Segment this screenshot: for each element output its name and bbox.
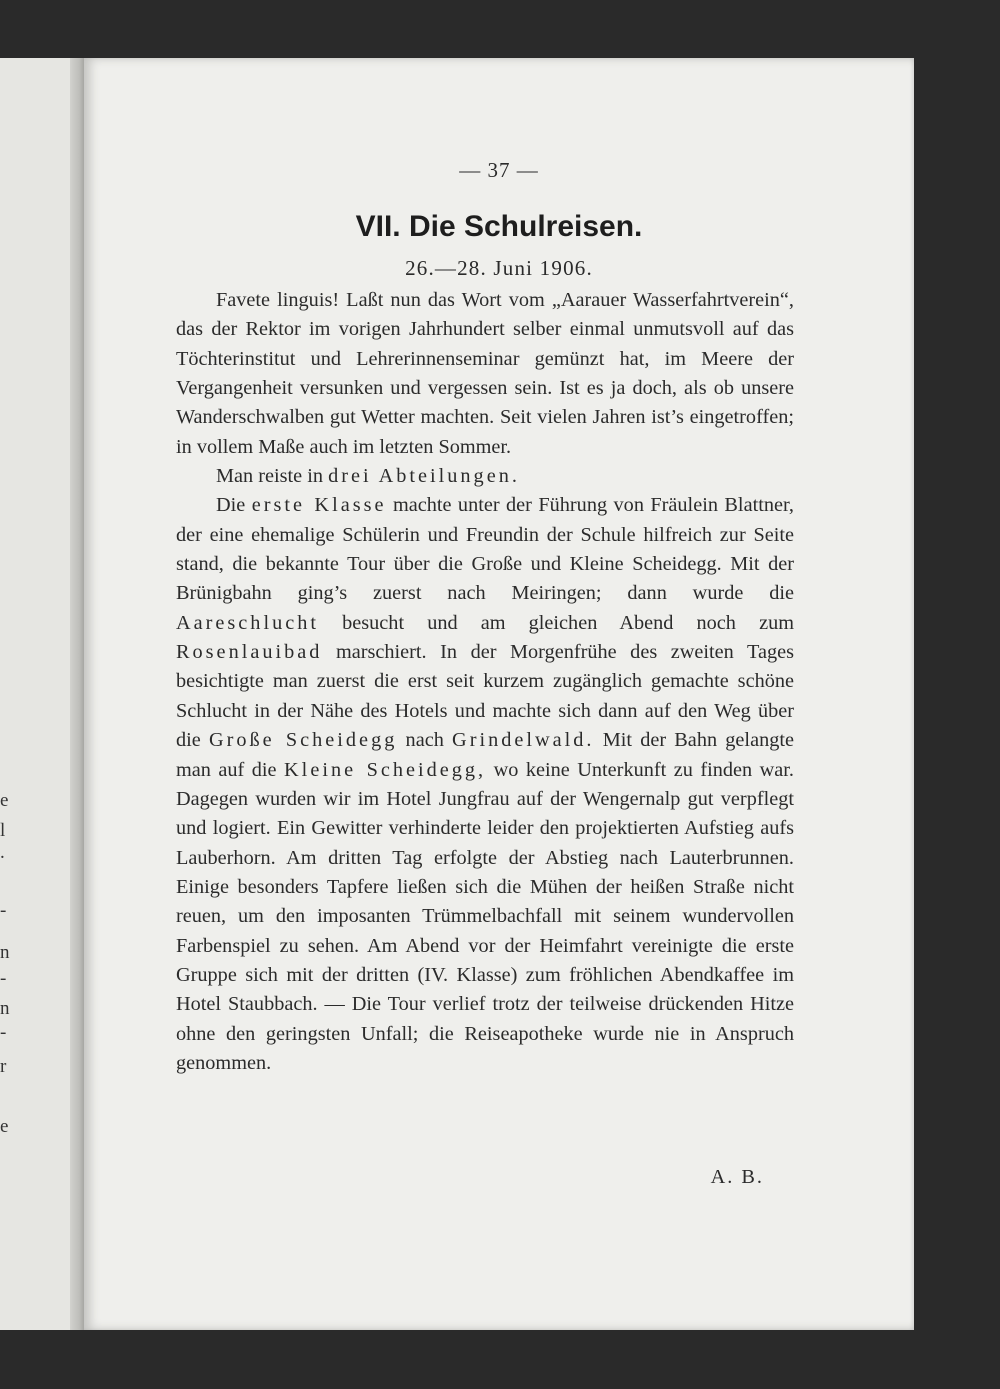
- left-page-char: .: [0, 842, 5, 863]
- paragraph-2-text: Man reiste in: [216, 465, 329, 488]
- left-facing-page: [0, 58, 78, 1330]
- paragraph-3-text: Mit der Bahn gelangte man auf die: [176, 729, 794, 781]
- paragraph-3-text: Die: [216, 494, 252, 517]
- paragraph-3-text: marschiert. In der Morgenfrühe des zweiten Tages besichtigte man zuerst die erst seit kurzem zugänglich gemachte schöne Schlucht in der Nähe des Hotels und machte sich dann auf den Weg über die: [176, 641, 794, 752]
- left-page-char: r: [0, 1056, 7, 1077]
- left-page-char: n: [0, 942, 10, 963]
- book-page: [84, 58, 914, 1330]
- paragraph-3-text: wo keine Unterkunft zu finden war. Dagegen wurden wir im Hotel Jungfrau auf der Wengernalp gut verpflegt und logiert. Ein Gewitter verhinderte leider den projektierten Aufstieg aufs Lauberhorn. Am dritten Tag erfolgte der Abstieg nach Lauterbrunnen. Einige besonders Tapfere ließen sich die Mühen der heißen Straße nicht reuen, um den imposanten Trümmelbachfall mit seinem wundervollen Farbenspiel zu sehen. Am Abend vor der Heimfahrt vereinigte die erste Gruppe sich mit der dritten (IV. Klasse) zum fröhlichen Abendkaffee im Hotel Staubbach. — Die Tour verlief trotz der teilweise drückenden Hitze ohne den geringsten Unfall; die Reiseapotheke wurde nie in Anspruch genommen.: [176, 758, 794, 1074]
- paragraph-3-text: besucht und am gleichen Abend noch zum: [319, 611, 794, 634]
- emphasis-erste-klasse: erste Klasse: [251, 494, 387, 517]
- emphasis-grindelwald: Grindelwald.: [452, 729, 595, 752]
- paragraph-3-text: nach: [397, 729, 453, 752]
- paragraph-3-text: machte unter der Führung von Fräulein Blattner, der eine ehemalige Schülerin und Freundin der Schule hilfreich zur Seite stand, die bekannte Tour über die Große und Kleine Scheidegg. Mit der Brünigbahn ging’s zuerst nach Meiringen; dann wurde die: [176, 494, 794, 605]
- left-page-char: e: [0, 1116, 9, 1137]
- left-page-char: l: [0, 820, 6, 841]
- left-page-char: e: [0, 790, 9, 811]
- emphasis-rosenlauibad: Rosenlauibad: [176, 641, 323, 664]
- author-signature: A. B.: [710, 1166, 764, 1188]
- chapter-title: VII. Die Schulreisen.: [355, 210, 643, 243]
- date-line: 26.—28. Juni 1906.: [405, 256, 593, 280]
- paragraph-3: [176, 491, 794, 1078]
- emphasis-drei-abteilungen: drei Abteilungen.: [328, 465, 520, 488]
- page-number: — 37 —: [459, 158, 539, 182]
- left-page-char: n: [0, 998, 10, 1019]
- emphasis-kleine-scheidegg: Kleine Scheidegg,: [284, 758, 487, 781]
- paragraph-2: [176, 462, 794, 491]
- left-page-char: -: [0, 968, 7, 989]
- emphasis-grosse-scheidegg: Große Scheidegg: [208, 729, 398, 752]
- left-page-char: -: [0, 900, 7, 921]
- body-text: [176, 286, 794, 1078]
- emphasis-aareschlucht: Aareschlucht: [176, 611, 319, 634]
- left-page-char: -: [0, 1022, 7, 1043]
- paragraph-1: Favete linguis! Laßt nun das Wort vom „Aarauer Wasserfahrtverein“, das der Rektor im vorigen Jahrhundert selber einmal unmutsvoll auf das Töchterinstitut und Lehrerinnenseminar gemünzt hat, im Meere der Vergangenheit versunken und vergessen sein. Ist es ja doch, als ob unsere Wanderschwalben gut Wetter machten. Seit vielen Jahren ist’s eingetroffen; in vollem Maße auch im letzten Sommer.: [176, 289, 794, 458]
